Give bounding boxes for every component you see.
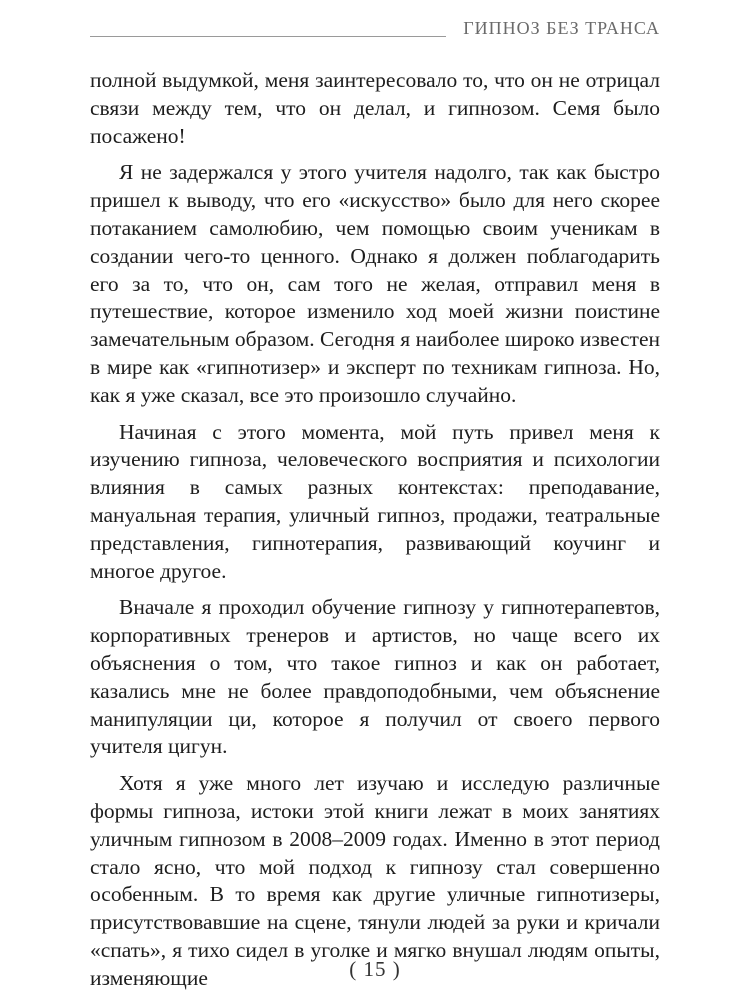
book-title: ГИПНОЗ БЕЗ ТРАНСА [463,18,660,38]
paragraph-2: Я не задержался у этого учителя надолго, так как быстро пришел к выводу, что его «искусство» было для него скорее потаканием самолюбию, чем помощью своим ученикам в создании чего-то ценного. Однако я должен поблагодарить его за то, что он, сам того не желая, отправил меня в путешествие, которое изменило ход моей жизни поистине замечательным образом. Сегодня я наиболее широко известен в мире как «гипнотизер» и эксперт по техникам гипноза. Но, как я уже сказал, все это произошло случайно. [90,160,660,407]
running-header [90,18,660,40]
paragraph-5: Хотя я уже много лет изучаю и исследую различные формы гипноза, истоки этой книги лежат в моих занятиях уличным гипнозом в 2008–2009 годах. Именно в этот период стало ясно, что мой подход к гипнозу стал совершенно особенным. В то время как другие уличные гипнотизеры, присутствовавшие на сцене, тянули людей за руки и кричали «спать», я тихо сидел в уголке и мягко внушал людям опыты, изменяющие [90,771,660,990]
paragraph-3: Начиная с этого момента, мой путь привел меня к изучению гипноза, человеческого восприятия и психологии влияния в самых разных контекстах: преподавание, мануальная терапия, уличный гипноз, продажи, театральные представления, гипнотерапия, развивающий коучинг и многое другое. [90,419,660,583]
header-rule [90,36,446,37]
page-number: ( 15 ) [349,957,401,981]
paragraph-1: полной выдумкой, меня заинтересовало то, что он не отрицал связи между тем, что он делал, и гипнозом. Семя было посажено! [90,68,660,148]
page-body [90,67,660,993]
paragraph-4: Вначале я проходил обучение гипнозу у гипнотерапевтов, корпоративных тренеров и артистов, но чаще всего их объяснения о том, что такое гипноз и как он работает, казались мне не более правдоподобными, чем объяснение манипуляции ци, которое я получил от своего первого учителя цигун. [90,595,660,759]
